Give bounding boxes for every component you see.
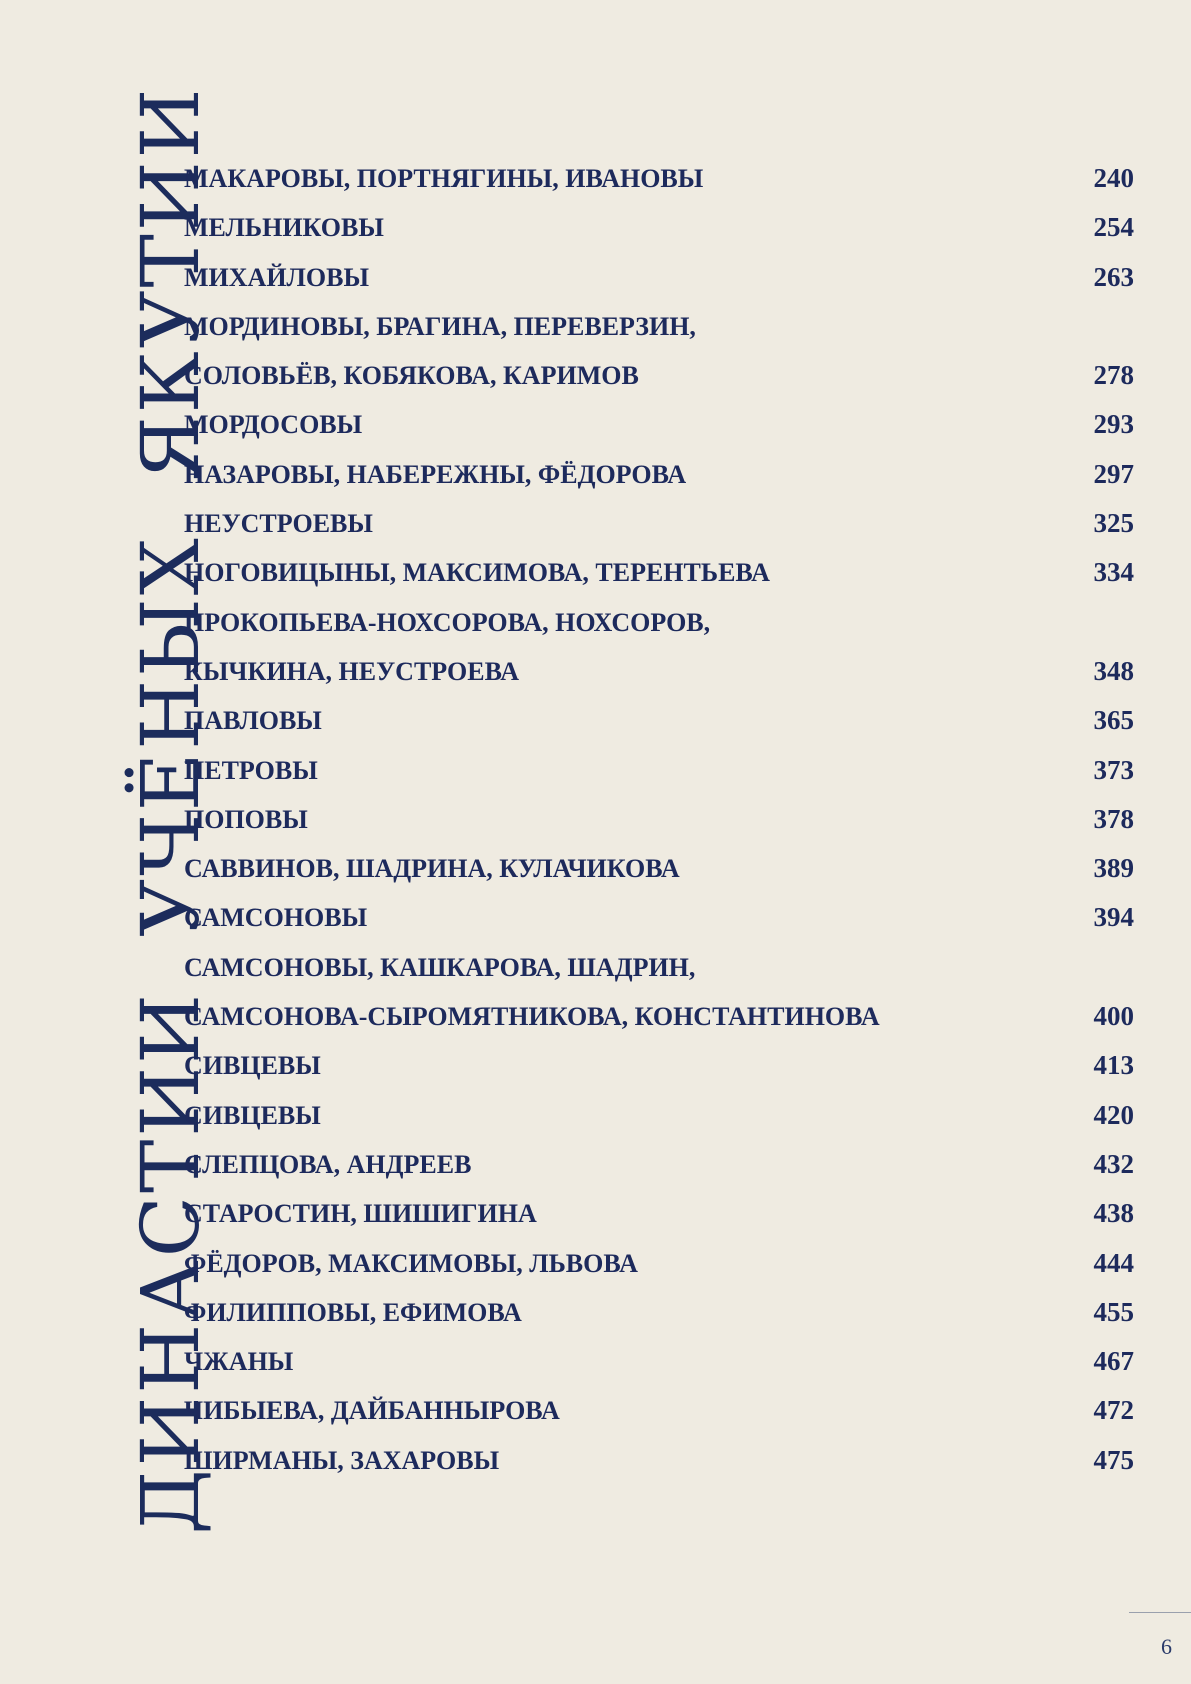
toc-entry-title: ПРОКОПЬЕВА-НОХСОРОВА, НОХСОРОВ, [184,607,711,637]
toc-entry-title: СТАРОСТИН, ШИШИГИНА [184,1199,537,1229]
toc-entry-page: 240 [1093,163,1134,193]
toc-entry-page: 472 [1093,1395,1134,1426]
toc-entry-title: НЕУСТРОЕВЫ [184,509,373,539]
toc-entry-title: СИВЦЕВЫ [184,1051,321,1081]
toc-entry-page: 400 [1093,1001,1134,1032]
toc-entry-page: 334 [1093,557,1134,588]
toc-entry [184,696,1134,745]
toc-entry-page: 297 [1093,458,1134,489]
toc-entry [184,844,1134,893]
toc-entry-title: СОЛОВЬЁВ, КОБЯКОВА, КАРИМОВ [184,361,639,391]
toc-entry [184,795,1134,844]
footer-divider [1129,1612,1191,1613]
toc-entry-page: 278 [1093,360,1134,391]
toc-entry-title: ПАВЛОВЫ [184,706,322,736]
toc-entry-title: МАКАРОВЫ, ПОРТНЯГИНЫ, ИВАНОВЫ [184,164,704,193]
toc-entry [184,647,1134,696]
toc-entry-title: ПЕТРОВЫ [184,755,318,785]
toc-entry-page: 263 [1093,261,1134,292]
toc-entry-page: 394 [1093,902,1134,933]
toc-entry-page: 348 [1093,655,1134,686]
toc-entry-page: 325 [1093,508,1134,539]
toc-entry [184,548,1134,597]
toc-entry-title: МОРДИНОВЫ, БРАГИНА, ПЕРЕВЕРЗИН, [184,311,696,341]
toc-entry [184,1337,1134,1386]
toc-entry-page: 293 [1093,409,1134,440]
toc-entry-page: 378 [1093,803,1134,834]
toc-entry [184,1288,1134,1337]
toc-entry-title: САВВИНОВ, ШАДРИНА, КУЛАЧИКОВА [184,854,680,884]
toc-entry-title: ФИЛИППОВЫ, ЕФИМОВА [184,1297,522,1327]
toc-entry [184,302,1134,351]
toc-entry-title: СИВЦЕВЫ [184,1100,321,1130]
toc-entry [184,351,1134,400]
toc-entry [184,1140,1134,1189]
toc-entry-title: САМСОНОВА-СЫРОМЯТНИКОВА, КОНСТАНТИНОВА [184,1002,880,1032]
toc-entry [184,499,1134,548]
toc-entry-title: НОГОВИЦЫНЫ, МАКСИМОВА, ТЕРЕНТЬЕВА [184,558,770,588]
toc-entry [184,1239,1134,1288]
toc-entry-page: 365 [1093,705,1134,736]
toc-entry [184,400,1134,449]
toc-entry-title: СЛЕПЦОВА, АНДРЕЕВ [184,1149,472,1179]
toc-entry [184,598,1134,647]
toc-entry-page: 444 [1093,1247,1134,1278]
toc-entry [184,893,1134,942]
toc-entry-title: ЧЖАНЫ [184,1347,294,1377]
toc-entry-title: ШИРМАНЫ, ЗАХАРОВЫ [184,1445,500,1475]
toc-entry-title: САМСОНОВЫ [184,903,368,933]
toc-entry-title: ЧИБЫЕВА, ДАЙБАННЫРОВА [184,1396,560,1426]
side-title: ДИНАСТИИ УЧЁНЫХ ЯКУТИИ [123,85,217,1535]
toc-entry-page: 389 [1093,853,1134,884]
toc-entry [184,1436,1134,1485]
toc-entry-title: МЕЛЬНИКОВЫ [184,213,384,243]
page-number: 6 [1161,1634,1172,1659]
toc-entry-title: КЫЧКИНА, НЕУСТРОЕВА [184,656,520,686]
toc-entry-page: 420 [1093,1099,1134,1130]
toc-entry [184,154,1134,203]
toc-entry-title: САМСОНОВЫ, КАШКАРОВА, ШАДРИН, [184,952,696,982]
toc-entry-page: 254 [1093,212,1134,243]
toc-entry-page: 432 [1093,1148,1134,1179]
toc-entry [184,1041,1134,1090]
toc-entry-title: ПОПОВЫ [184,804,308,834]
toc-entry [184,1386,1134,1435]
toc-entry-page: 373 [1093,754,1134,785]
toc-entry [184,1091,1134,1140]
toc-entry-page: 413 [1093,1050,1134,1081]
toc-entry [184,1189,1134,1238]
toc-entry-title: НАЗАРОВЫ, НАБЕРЕЖНЫ, ФЁДОРОВА [184,459,687,489]
toc-entry [184,450,1134,499]
toc-entry-page: 467 [1093,1346,1134,1377]
toc-entry-page: 455 [1093,1296,1134,1327]
toc-entry [184,746,1134,795]
toc-entry-title: МИХАЙЛОВЫ [184,262,370,292]
toc-entry [184,253,1134,302]
toc-entry-page: 475 [1093,1444,1134,1475]
toc-entry [184,992,1134,1041]
toc-entry [184,943,1134,992]
toc-entry-title: МОРДОСОВЫ [184,410,363,440]
toc-entry-page: 438 [1093,1198,1134,1229]
toc-entry-title: ФЁДОРОВ, МАКСИМОВЫ, ЛЬВОВА [184,1248,638,1278]
table-of-contents [184,154,1134,1485]
toc-entry [184,203,1134,252]
